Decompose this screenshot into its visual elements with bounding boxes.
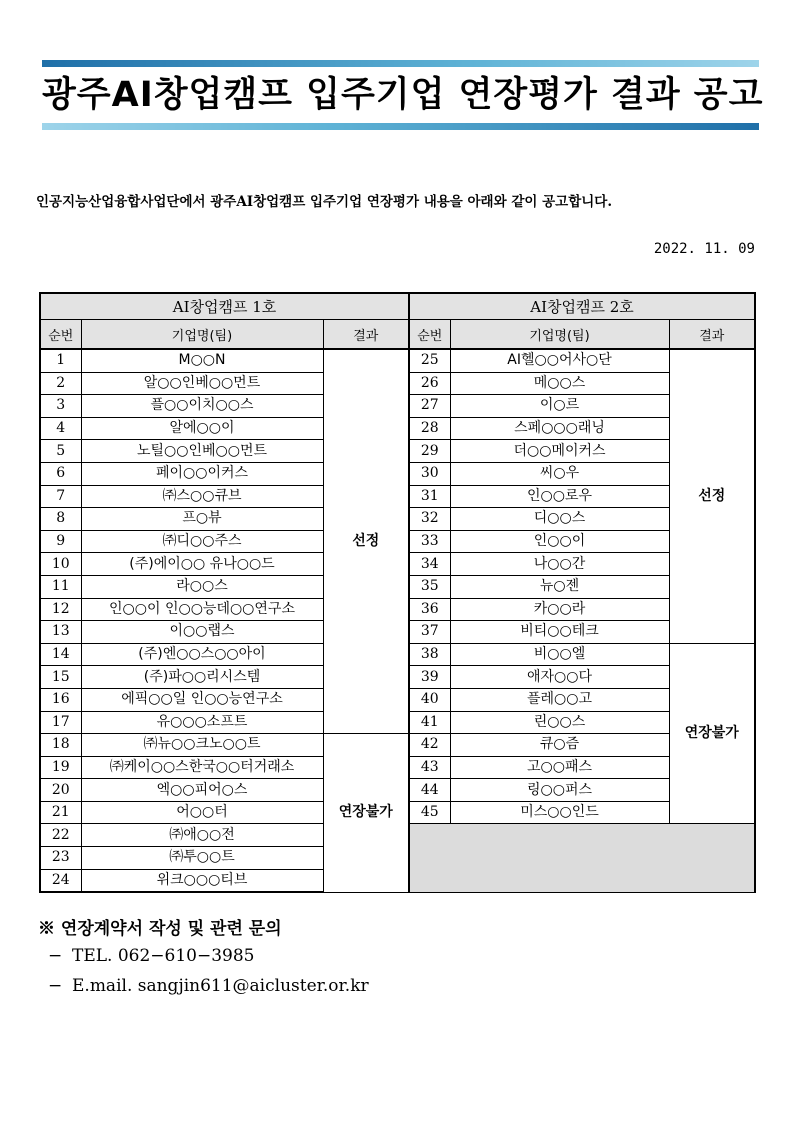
- company-name: AI헬○○어사○단: [450, 349, 669, 372]
- company-name: 어○○터: [81, 801, 323, 824]
- row-number: 3: [40, 395, 81, 418]
- company-name: 큐○즘: [450, 734, 669, 757]
- row-number: 26: [409, 372, 450, 395]
- result-selected-camp2: 선정: [669, 349, 755, 643]
- table-row: [40, 734, 755, 757]
- row-number: 31: [409, 485, 450, 508]
- dash-bullet: −: [48, 976, 63, 996]
- row-number: 43: [409, 756, 450, 779]
- row-number: 20: [40, 779, 81, 802]
- row-number: 8: [40, 508, 81, 531]
- row-number: 22: [40, 824, 81, 847]
- result-rejected-camp1: 연장불가: [323, 734, 409, 893]
- dash-bullet: −: [48, 946, 63, 966]
- company-name: ㈜디○○주스: [81, 530, 323, 553]
- company-name: 카○○라: [450, 598, 669, 621]
- company-name: 고○○패스: [450, 756, 669, 779]
- company-name: 린○○스: [450, 711, 669, 734]
- row-number: 23: [40, 847, 81, 870]
- row-number: 4: [40, 417, 81, 440]
- results-table: [39, 292, 756, 893]
- row-number: 40: [409, 688, 450, 711]
- company-name: 인○○이 인○○능데○○연구소: [81, 598, 323, 621]
- result-selected-camp1: 선정: [323, 349, 409, 734]
- table-row: [40, 349, 755, 372]
- row-number: 6: [40, 462, 81, 485]
- col-header-num: 순번: [40, 320, 81, 350]
- company-name: (주)에이○○ 유나○○드: [81, 553, 323, 576]
- company-name: 알○○인베○○먼트: [81, 372, 323, 395]
- row-number: 5: [40, 440, 81, 463]
- row-number: 41: [409, 711, 450, 734]
- row-number: 12: [40, 598, 81, 621]
- group-header-camp1: AI창업캠프 1호: [40, 293, 409, 320]
- company-name: 페이○○이커스: [81, 462, 323, 485]
- company-name: 메○○스: [450, 372, 669, 395]
- row-number: 30: [409, 462, 450, 485]
- row-number: 10: [40, 553, 81, 576]
- company-name: ㈜스○○큐브: [81, 485, 323, 508]
- title-rule-bottom: [42, 123, 759, 130]
- col-header-name: 기업명(팀): [450, 320, 669, 350]
- row-number: 42: [409, 734, 450, 757]
- col-header-result: 결과: [323, 320, 409, 350]
- company-name: 플레○○고: [450, 688, 669, 711]
- row-number: 35: [409, 575, 450, 598]
- row-number: 2: [40, 372, 81, 395]
- company-name: 비티○○테크: [450, 621, 669, 644]
- result-rejected-camp2: 연장불가: [669, 643, 755, 824]
- row-number: 44: [409, 779, 450, 802]
- company-name: 라○○스: [81, 575, 323, 598]
- row-number: 18: [40, 734, 81, 757]
- company-name: (주)파○○리시스템: [81, 666, 323, 689]
- company-name: 애자○○다: [450, 666, 669, 689]
- company-name: 링○○퍼스: [450, 779, 669, 802]
- company-name: 인○○로우: [450, 485, 669, 508]
- row-number: 45: [409, 801, 450, 824]
- company-name: 스페○○○래닝: [450, 417, 669, 440]
- row-number: 13: [40, 621, 81, 644]
- company-name: M○○N: [81, 349, 323, 372]
- company-name: 나○○간: [450, 553, 669, 576]
- row-number: 1: [40, 349, 81, 372]
- row-number: 25: [409, 349, 450, 372]
- notice-date: 2022. 11. 09: [653, 241, 755, 257]
- company-name: 뉴○젠: [450, 575, 669, 598]
- company-name: ㈜투○○트: [81, 847, 323, 870]
- row-number: 37: [409, 621, 450, 644]
- row-number: 29: [409, 440, 450, 463]
- company-name: 더○○메이커스: [450, 440, 669, 463]
- row-number: 39: [409, 666, 450, 689]
- row-number: 28: [409, 417, 450, 440]
- contact-email: E.mail. sangjin611@aicluster.or.kr: [72, 976, 369, 996]
- row-number: 17: [40, 711, 81, 734]
- company-name: ㈜애○○전: [81, 824, 323, 847]
- company-name: 미스○○인드: [450, 801, 669, 824]
- row-number: 16: [40, 688, 81, 711]
- company-name: 비○○엘: [450, 643, 669, 666]
- group-header-camp2: AI창업캠프 2호: [409, 293, 755, 320]
- col-header-num: 순번: [409, 320, 450, 350]
- row-number: 33: [409, 530, 450, 553]
- company-name: 이○○랩스: [81, 621, 323, 644]
- row-number: 7: [40, 485, 81, 508]
- col-header-result: 결과: [669, 320, 755, 350]
- contact-email-line: [48, 976, 369, 996]
- company-name: 인○○이: [450, 530, 669, 553]
- contact-heading: ※ 연장계약서 작성 및 관련 문의: [38, 919, 282, 939]
- row-number: 15: [40, 666, 81, 689]
- row-number: 34: [409, 553, 450, 576]
- row-number: 14: [40, 643, 81, 666]
- title-rule-top: [42, 60, 759, 67]
- contact-tel-line: [48, 946, 255, 966]
- company-name: 엑○○피어○스: [81, 779, 323, 802]
- company-name: 플○○이치○○스: [81, 395, 323, 418]
- row-number: 32: [409, 508, 450, 531]
- row-number: 27: [409, 395, 450, 418]
- row-number: 38: [409, 643, 450, 666]
- page-title: 광주AI창업캠프 입주기업 연장평가 결과 공고: [42, 75, 764, 115]
- company-name: (주)엔○○스○○아이: [81, 643, 323, 666]
- col-header-name: 기업명(팀): [81, 320, 323, 350]
- row-number: 11: [40, 575, 81, 598]
- company-name: 알에○○이: [81, 417, 323, 440]
- intro-text: 인공지능산업융합사업단에서 광주AI창업캠프 입주기업 연장평가 내용을 아래와 같이 공고합니다.: [36, 194, 613, 210]
- company-name: 프○뷰: [81, 508, 323, 531]
- row-number: 21: [40, 801, 81, 824]
- company-name: 에픽○○일 인○○능연구소: [81, 688, 323, 711]
- company-name: ㈜뉴○○크노○○트: [81, 734, 323, 757]
- empty-cell: [409, 824, 755, 892]
- contact-tel: TEL. 062−610−3985: [72, 946, 255, 966]
- row-number: 19: [40, 756, 81, 779]
- company-name: 씨○우: [450, 462, 669, 485]
- company-name: 유○○○소프트: [81, 711, 323, 734]
- company-name: 이○르: [450, 395, 669, 418]
- company-name: ㈜케이○○스한국○○터거래소: [81, 756, 323, 779]
- company-name: 노틸○○인베○○먼트: [81, 440, 323, 463]
- row-number: 9: [40, 530, 81, 553]
- company-name: 위크○○○티브: [81, 869, 323, 892]
- company-name: 디○○스: [450, 508, 669, 531]
- row-number: 24: [40, 869, 81, 892]
- row-number: 36: [409, 598, 450, 621]
